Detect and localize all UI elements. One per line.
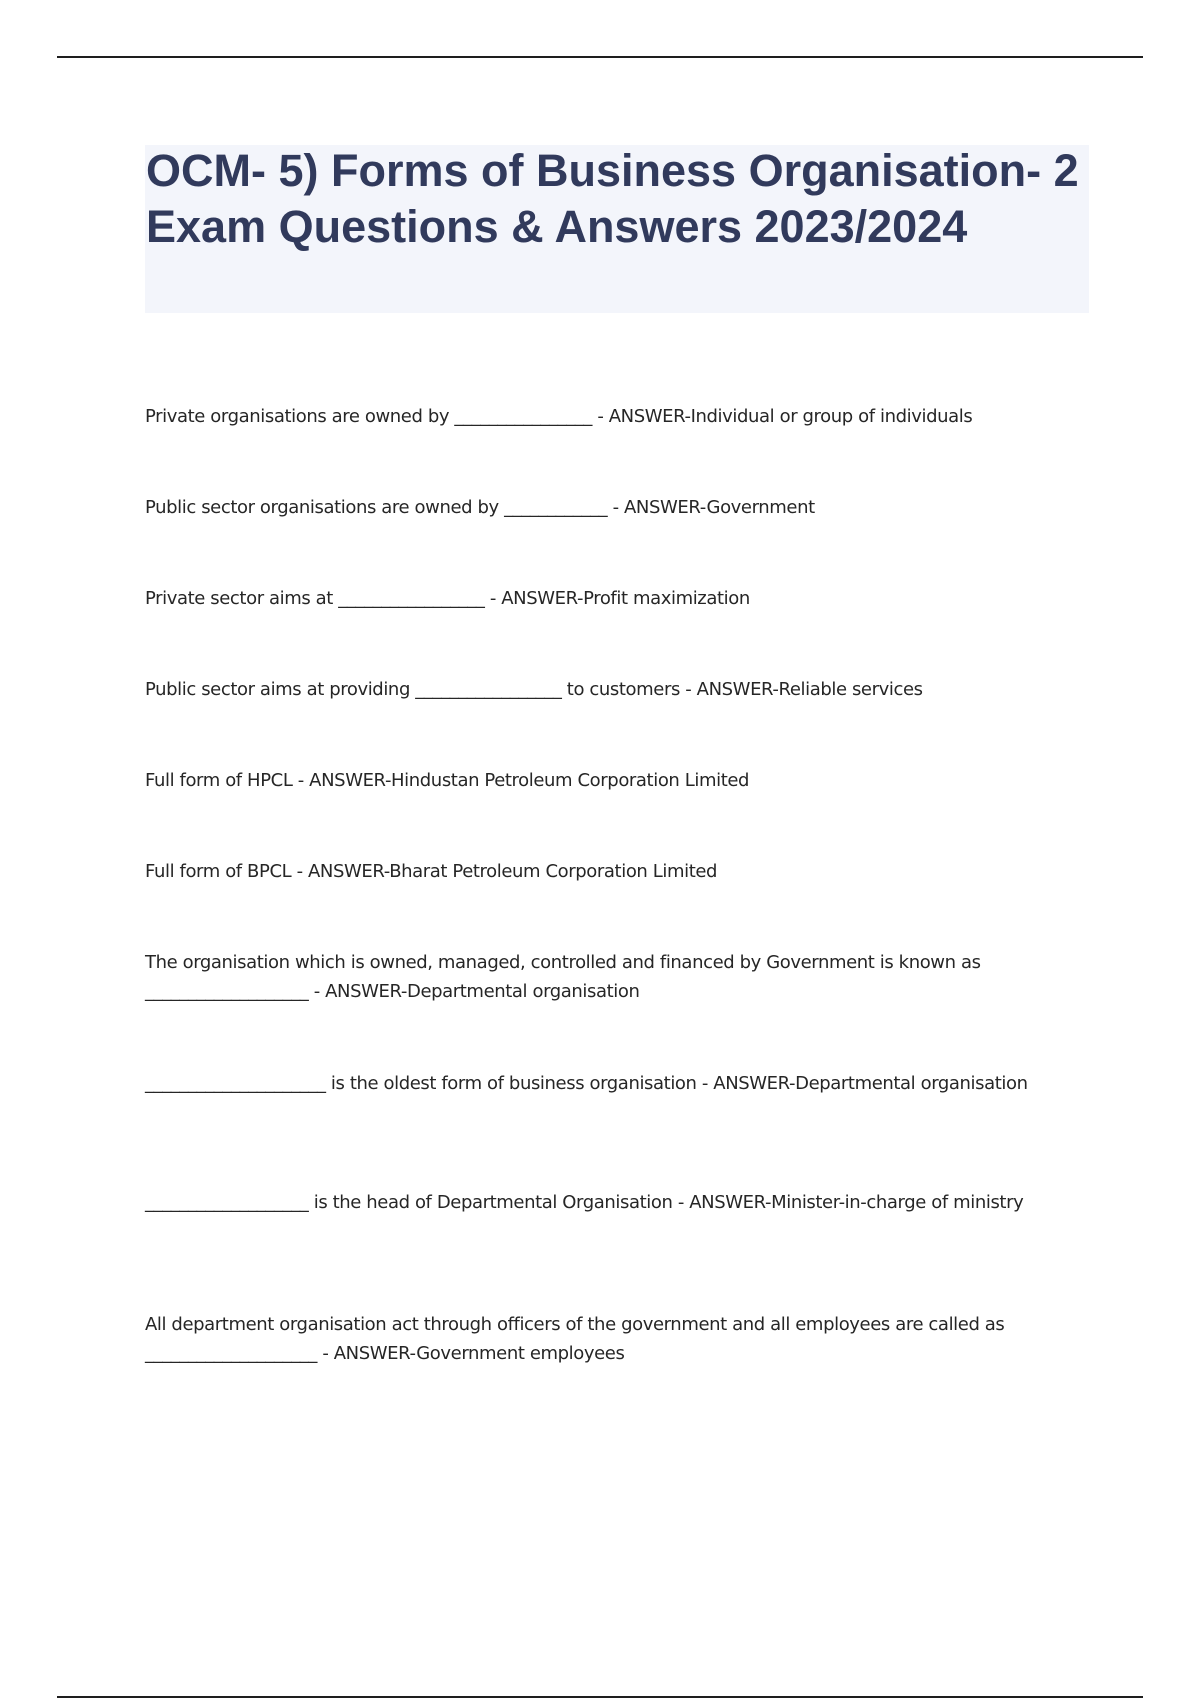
- qa-item-1: Private organisations are owned by ________________ - ANSWER-Individual or group of individuals: [145, 406, 973, 427]
- qa-item-4: Public sector aims at providing _________________ to customers - ANSWER-Reliable services: [145, 679, 923, 700]
- document-title: OCM- 5) Forms of Business Organisation- 2 Exam Questions & Answers 2023/2024: [146, 145, 1079, 252]
- qa-item-3: Private sector aims at _________________ - ANSWER-Profit maximization: [145, 588, 750, 609]
- qa-item-9: ___________________ is the head of Departmental Organisation - ANSWER-Minister-in-charge of ministry: [145, 1192, 1024, 1213]
- qa-item-10: All department organisation act through officers of the government and all employees are called as ____________________ - ANSWER-Government employees: [145, 1314, 1010, 1364]
- top-rule: [57, 56, 1143, 58]
- qa-item-7: The organisation which is owned, managed, controlled and financed by Government is known as ___________________ - ANSWER-Departmental organisation: [145, 952, 986, 1002]
- qa-item-8: _____________________ is the oldest form of business organisation - ANSWER-Departmental organisation: [145, 1073, 1028, 1094]
- qa-item-2: Public sector organisations are owned by ____________ - ANSWER-Government: [145, 497, 815, 518]
- qa-item-6: Full form of BPCL - ANSWER-Bharat Petroleum Corporation Limited: [145, 861, 718, 882]
- qa-item-5: Full form of HPCL - ANSWER-Hindustan Petroleum Corporation Limited: [145, 770, 750, 791]
- bottom-rule: [57, 1696, 1143, 1698]
